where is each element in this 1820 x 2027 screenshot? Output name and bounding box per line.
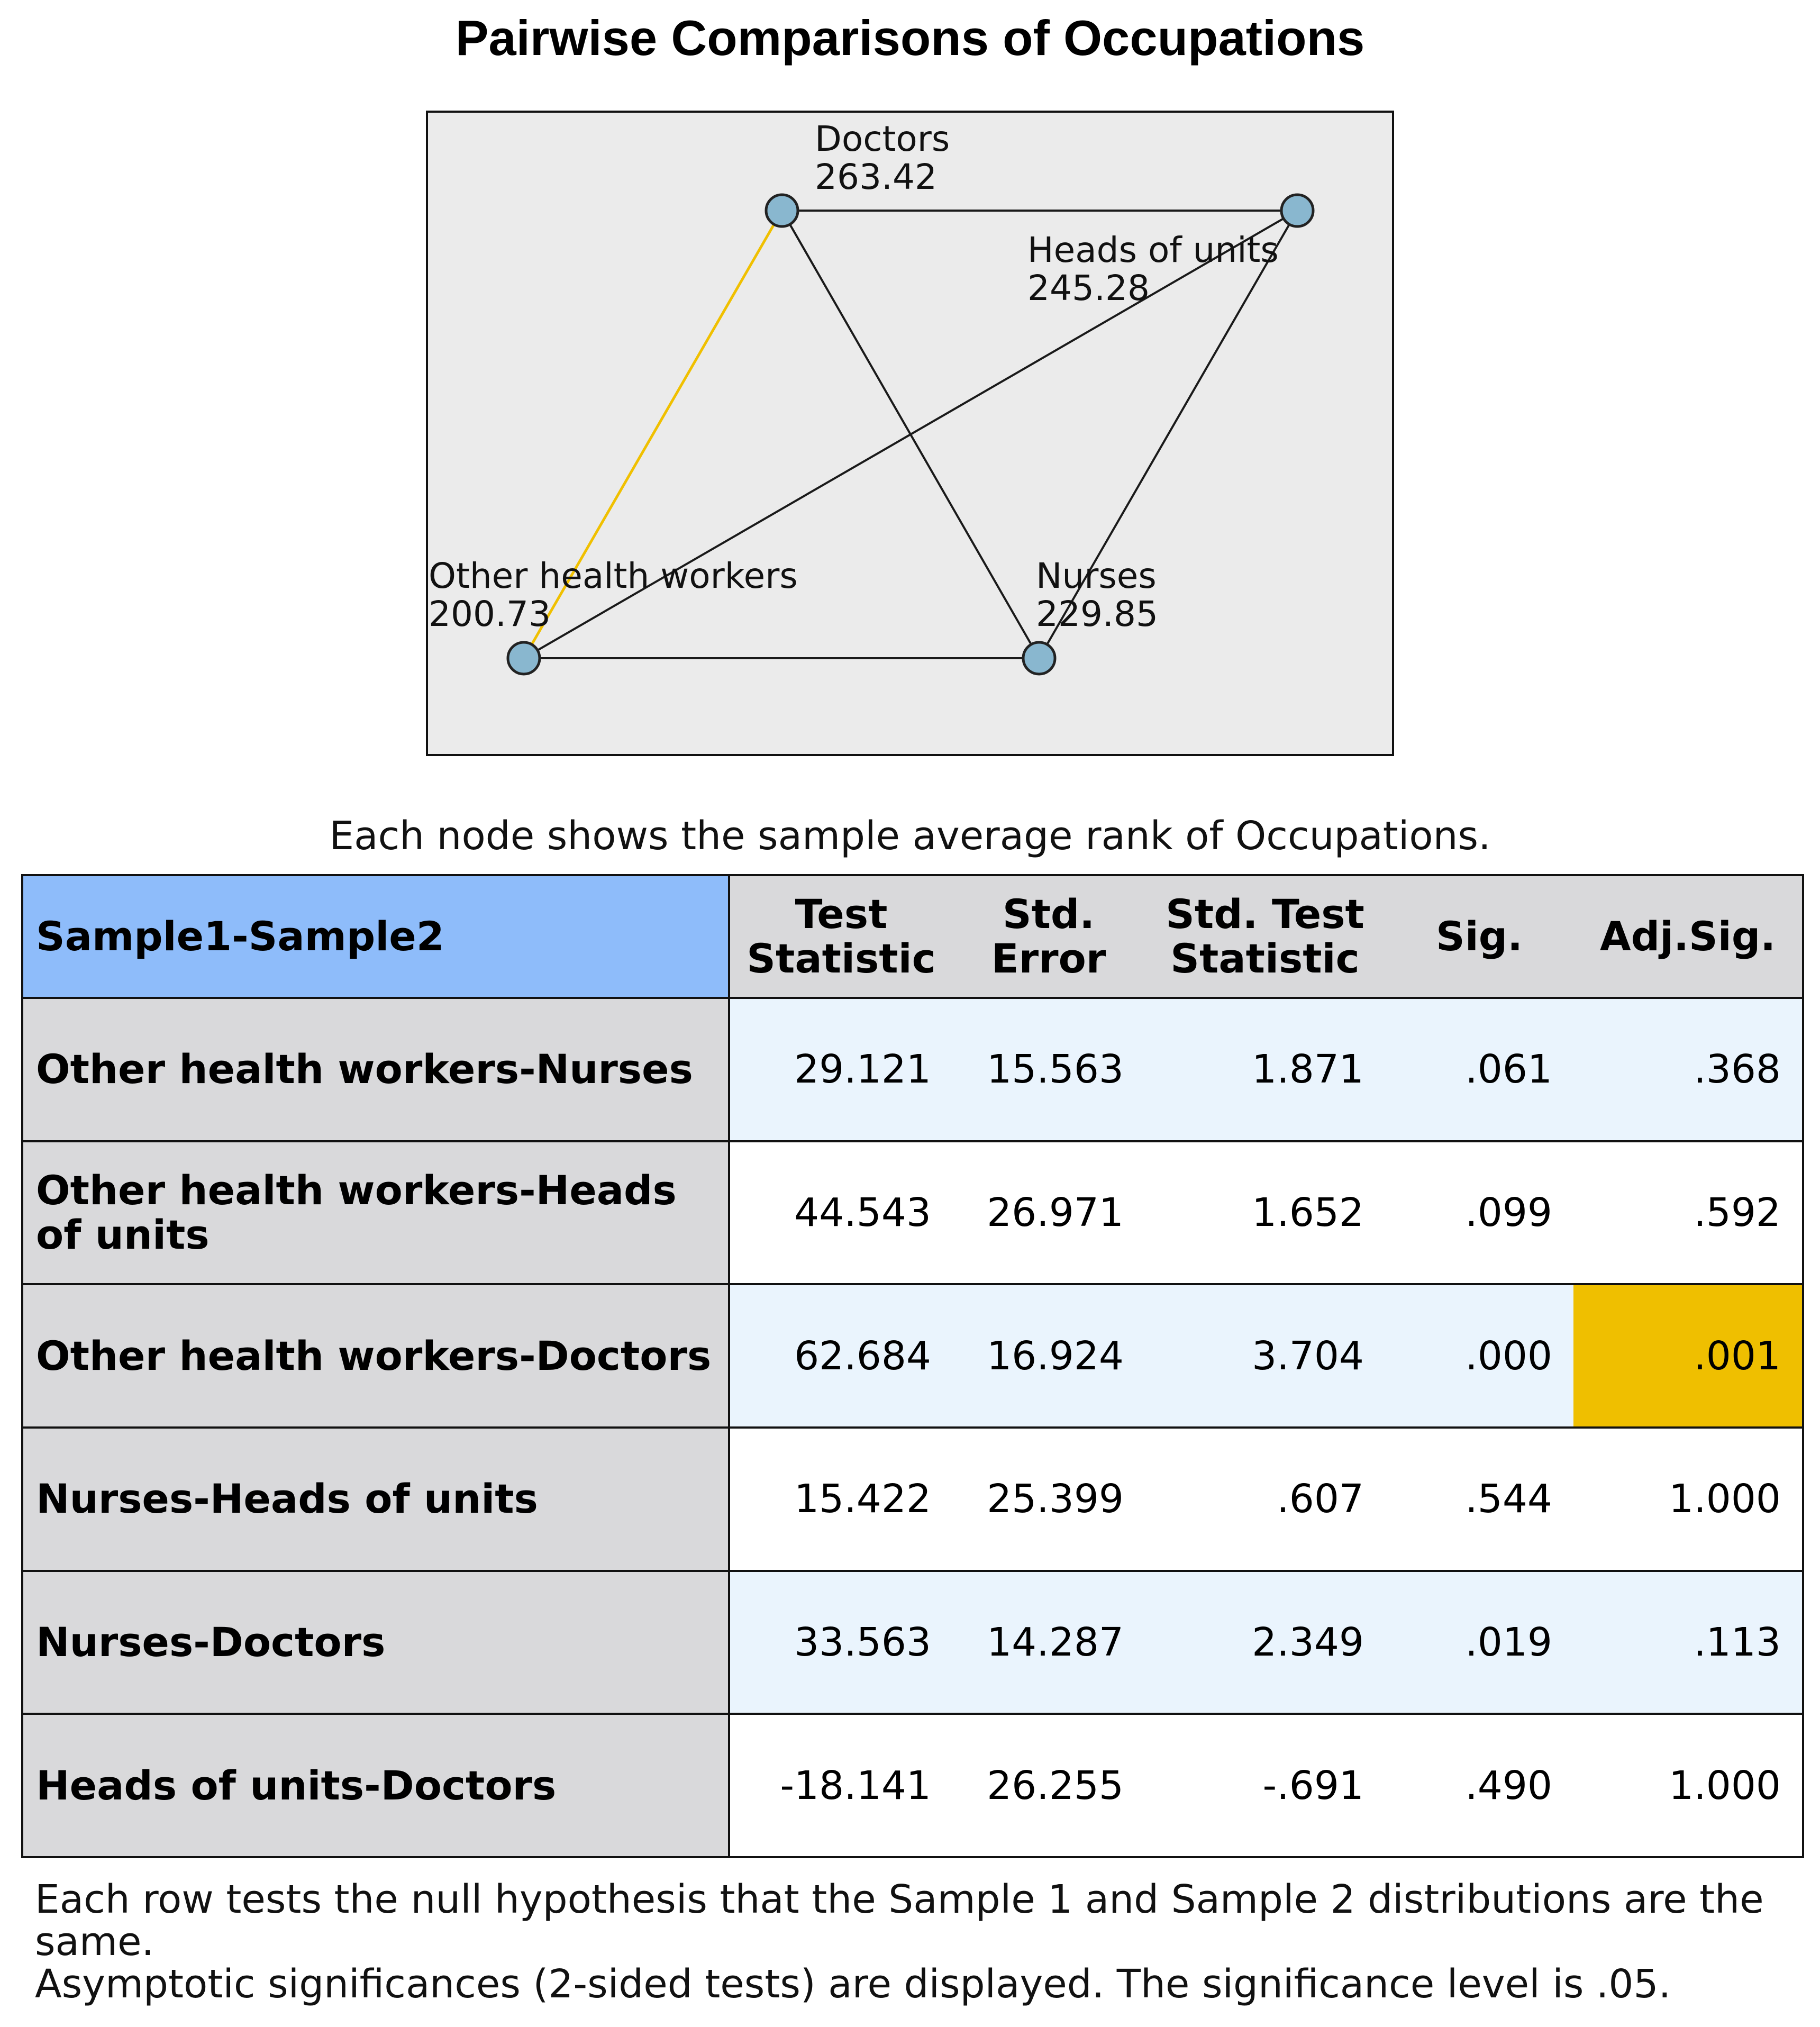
cell-sig: .544 [1385, 1428, 1573, 1571]
cell-test-statistic: 44.543 [729, 1141, 952, 1285]
header-line: Error [991, 935, 1106, 982]
table-header-row [22, 875, 1803, 998]
header-line: Statistic [747, 935, 936, 982]
header-line: Statistic [1170, 935, 1360, 982]
node-label-doctors: Doctors [815, 119, 950, 159]
cell-test-statistic: 62.684 [729, 1284, 952, 1428]
footnote-null-hypothesis: Each row tests the null hypothesis that the Sample 1 and Sample 2 distributions are the same. [35, 1877, 1764, 1965]
header-std-test-statistic [1145, 875, 1385, 998]
corner-header: Sample1-Sample2 [22, 875, 729, 998]
node-doctors [766, 195, 798, 226]
row-label: Heads of units-Doctors [22, 1714, 729, 1857]
row-label: Nurses-Heads of units [22, 1428, 729, 1571]
cell-std-error: 14.287 [952, 1571, 1145, 1714]
chart-title: Pairwise Comparisons of Occupations [455, 10, 1365, 66]
header-std-error [952, 875, 1145, 998]
table-row [22, 1714, 1803, 1857]
node-value-other-health-workers: 200.73 [429, 594, 551, 634]
table-row [22, 1284, 1803, 1428]
header-sig [1385, 875, 1573, 998]
cell-test-statistic: -18.141 [729, 1714, 952, 1857]
cell-std-error: 26.971 [952, 1141, 1145, 1285]
node-value-heads-of-units: 245.28 [1027, 268, 1150, 308]
row-label: Other health workers-Heads of units [22, 1141, 729, 1285]
cell-std-test-statistic: 1.871 [1145, 998, 1385, 1141]
node-label-other-health-workers: Other health workers [429, 556, 798, 596]
table-row [22, 1571, 1803, 1714]
header-test-statistic [729, 875, 952, 998]
cell-std-error: 15.563 [952, 998, 1145, 1141]
cell-std-test-statistic: .607 [1145, 1428, 1385, 1571]
cell-std-error: 25.399 [952, 1428, 1145, 1571]
footnotes [35, 1878, 1781, 2005]
node-heads [1281, 195, 1313, 226]
header-adj-sig [1573, 875, 1803, 998]
header-line: Adj.Sig. [1599, 913, 1776, 960]
cell-sig: .061 [1385, 998, 1573, 1141]
cell-std-test-statistic: 1.652 [1145, 1141, 1385, 1285]
pairwise-network-diagram [0, 0, 1820, 794]
cell-std-test-statistic: 3.704 [1145, 1284, 1385, 1428]
cell-test-statistic: 29.121 [729, 998, 952, 1141]
cell-sig: .099 [1385, 1141, 1573, 1285]
node-value-nurses: 229.85 [1036, 594, 1158, 634]
header-line: Test [795, 890, 888, 938]
cell-adj-sig: .592 [1573, 1141, 1803, 1285]
node-nurses [1023, 642, 1055, 674]
pairwise-comparisons-table [21, 874, 1804, 1858]
cell-std-test-statistic: 2.349 [1145, 1571, 1385, 1714]
table-row [22, 1141, 1803, 1285]
cell-std-error: 16.924 [952, 1284, 1145, 1428]
table-row [22, 1428, 1803, 1571]
cell-std-error: 26.255 [952, 1714, 1145, 1857]
cell-sig: .490 [1385, 1714, 1573, 1857]
node-value-doctors: 263.42 [815, 157, 937, 197]
row-label: Other health workers-Doctors [22, 1284, 729, 1428]
header-line: Sig. [1435, 913, 1523, 960]
node-label-nurses: Nurses [1036, 556, 1157, 596]
footnote-significance: Asymptotic significances (2-sided tests) are displayed. The significance level is .05. [35, 1961, 1671, 2007]
cell-adj-sig: .368 [1573, 998, 1803, 1141]
header-line: Std. [1002, 890, 1095, 938]
table-row [22, 998, 1803, 1141]
diagram-caption: Each node shows the sample average rank of Occupations. [329, 813, 1491, 859]
node-label-heads-of-units: Heads of units [1027, 230, 1279, 270]
cell-adj-sig: 1.000 [1573, 1714, 1803, 1857]
header-line: Std. Test [1166, 890, 1364, 938]
cell-std-test-statistic: -.691 [1145, 1714, 1385, 1857]
cell-adj-sig: 1.000 [1573, 1428, 1803, 1571]
cell-test-statistic: 15.422 [729, 1428, 952, 1571]
cell-adj-sig: .113 [1573, 1571, 1803, 1714]
cell-sig: .019 [1385, 1571, 1573, 1714]
cell-test-statistic: 33.563 [729, 1571, 952, 1714]
node-other [508, 642, 540, 674]
cell-adj-sig: .001 [1573, 1284, 1803, 1428]
row-label: Other health workers-Nurses [22, 998, 729, 1141]
row-label: Nurses-Doctors [22, 1571, 729, 1714]
cell-sig: .000 [1385, 1284, 1573, 1428]
